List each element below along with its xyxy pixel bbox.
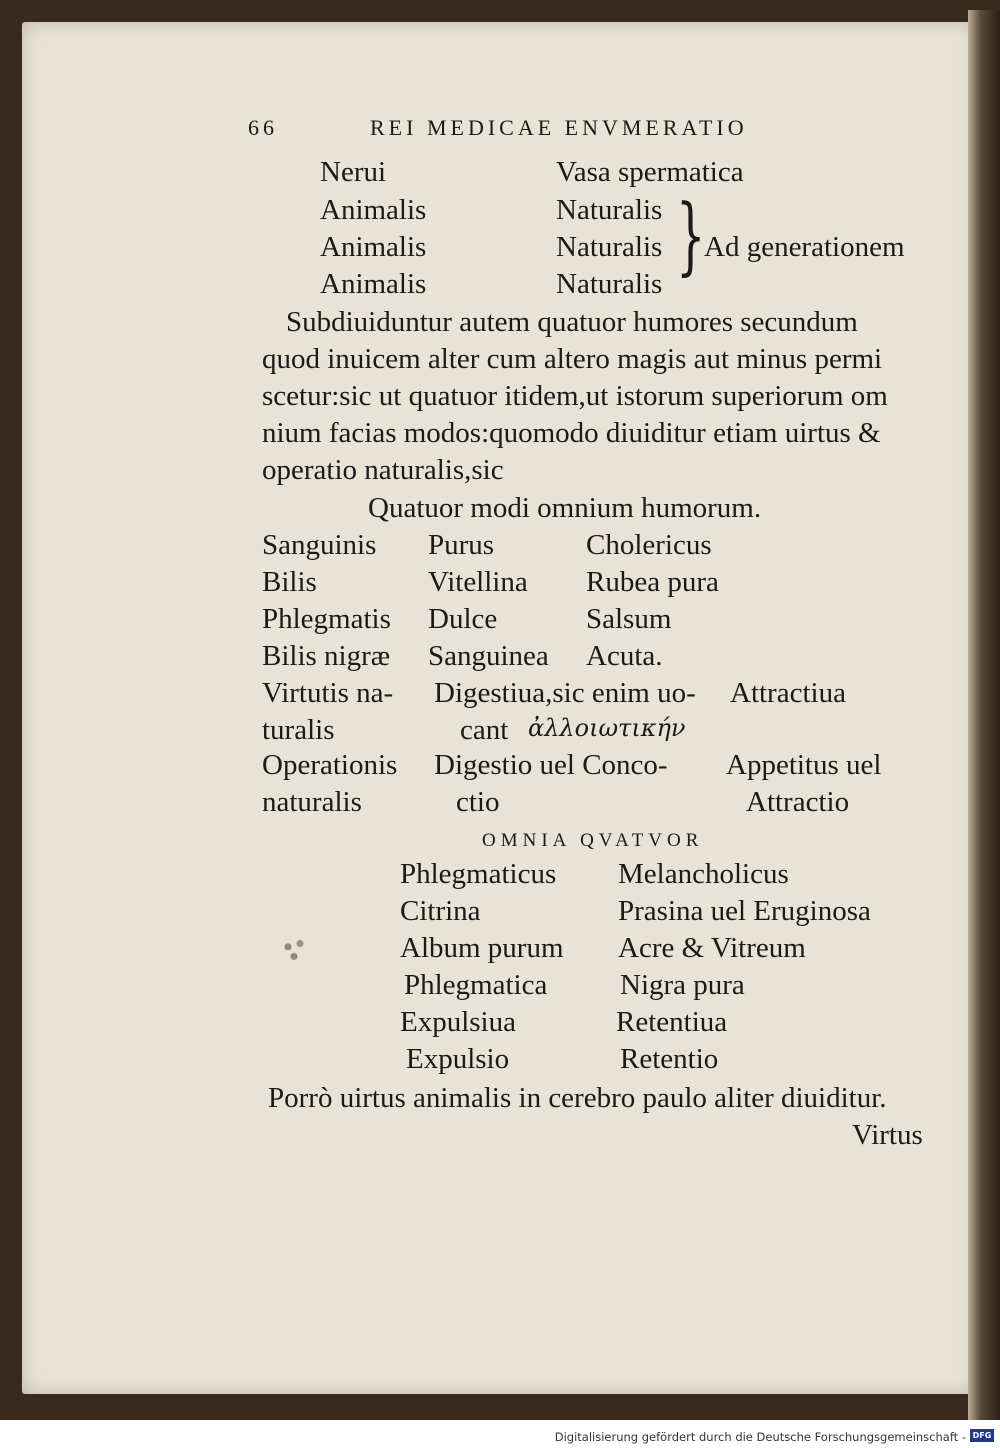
block1-col2-row: Naturalis xyxy=(556,268,663,300)
block1-col1-row: Animalis xyxy=(320,194,427,226)
paragraph-line: nium facias modos:quomodo diuiditur etiam uirtus & xyxy=(262,417,881,449)
table-cell: Dulce xyxy=(428,603,498,635)
table-cell: turalis xyxy=(262,714,335,746)
table-cell: Attractio xyxy=(746,786,850,818)
table-cell: Acuta. xyxy=(586,640,663,672)
brace-note: Ad generationem xyxy=(704,231,905,263)
table-cell: Digestio uel Conco- xyxy=(434,749,668,781)
omnia-left: Phlegmatica xyxy=(404,969,548,1001)
block1-col2-row: Vasa spermatica xyxy=(556,156,744,188)
omnia-left: Expulsiua xyxy=(400,1006,516,1038)
block1-col2-row: Naturalis xyxy=(556,231,663,263)
table-cell: Phlegmatis xyxy=(262,603,391,635)
block1-col1-row: Animalis xyxy=(320,268,427,300)
block1-col2-row: Naturalis xyxy=(556,194,663,226)
catchword: Virtus xyxy=(852,1119,923,1151)
omnia-right: Prasina uel Eruginosa xyxy=(618,895,871,927)
table-cell: Appetitus uel xyxy=(726,749,882,781)
omnia-left: Phlegmaticus xyxy=(400,858,557,890)
table-cell: Sanguinis xyxy=(262,529,377,561)
table-cell: Operationis xyxy=(262,749,398,781)
paragraph-line: Subdiuiduntur autem quatuor humores secundum xyxy=(286,306,858,338)
table-cell: Bilis xyxy=(262,566,317,598)
table-cell: Virtutis na- xyxy=(262,677,394,709)
table-cell: Vitellina xyxy=(428,566,528,598)
table-cell: Digestiua,sic enim uo- xyxy=(434,677,696,709)
table-cell: Purus xyxy=(428,529,495,561)
table-cell: Salsum xyxy=(586,603,672,635)
table-cell: Sanguinea xyxy=(428,640,549,672)
paragraph-line: operatio naturalis,sic xyxy=(262,454,504,486)
paragraph-line: quod inuicem alter cum altero magis aut minus permi xyxy=(262,343,883,375)
curly-brace-icon: } xyxy=(676,186,706,284)
omnia-right: Retentio xyxy=(620,1043,719,1075)
table-cell: Rubea pura xyxy=(586,566,719,598)
block1-col1-row: Animalis xyxy=(320,231,427,263)
page-edge xyxy=(968,10,1000,1420)
closing-line: Porrò uirtus animalis in cerebro paulo aliter diuiditur. xyxy=(268,1082,887,1114)
library-stamp-icon xyxy=(276,934,316,966)
running-title: REI MEDICAE ENVMERATIO xyxy=(370,115,748,140)
footer-credit: Digitalisierung gefördert durch die Deutsche Forschungsgemeinschaft - xyxy=(554,1430,966,1444)
block1-col1-row: Nerui xyxy=(320,156,387,188)
omnia-heading: OMNIA QVATVOR xyxy=(482,830,704,851)
omnia-left: Album purum xyxy=(400,932,564,964)
omnia-left: Expulsio xyxy=(406,1043,510,1075)
table-cell: Attractiua xyxy=(730,677,846,709)
omnia-right: Melancholicus xyxy=(618,858,789,890)
table-cell: naturalis xyxy=(262,786,362,818)
omnia-left: Citrina xyxy=(400,895,481,927)
table-cell: Cholericus xyxy=(586,529,712,561)
greek-term: ἀλλοιωτικήν xyxy=(528,714,686,742)
omnia-right: Acre & Vitreum xyxy=(618,932,806,964)
table-title: Quatuor modi omnium humorum. xyxy=(368,492,762,524)
paragraph-line: scetur:sic ut quatuor itidem,ut istorum superiorum om xyxy=(262,380,888,412)
table-cell: Bilis nigræ xyxy=(262,640,391,672)
table-cell: cant xyxy=(460,714,509,746)
omnia-right: Nigra pura xyxy=(620,969,745,1001)
dfg-logo: DFG xyxy=(970,1429,994,1442)
table-cell: ctio xyxy=(456,786,500,818)
page-number: 66 xyxy=(248,115,278,140)
omnia-right: Retentiua xyxy=(616,1006,728,1038)
